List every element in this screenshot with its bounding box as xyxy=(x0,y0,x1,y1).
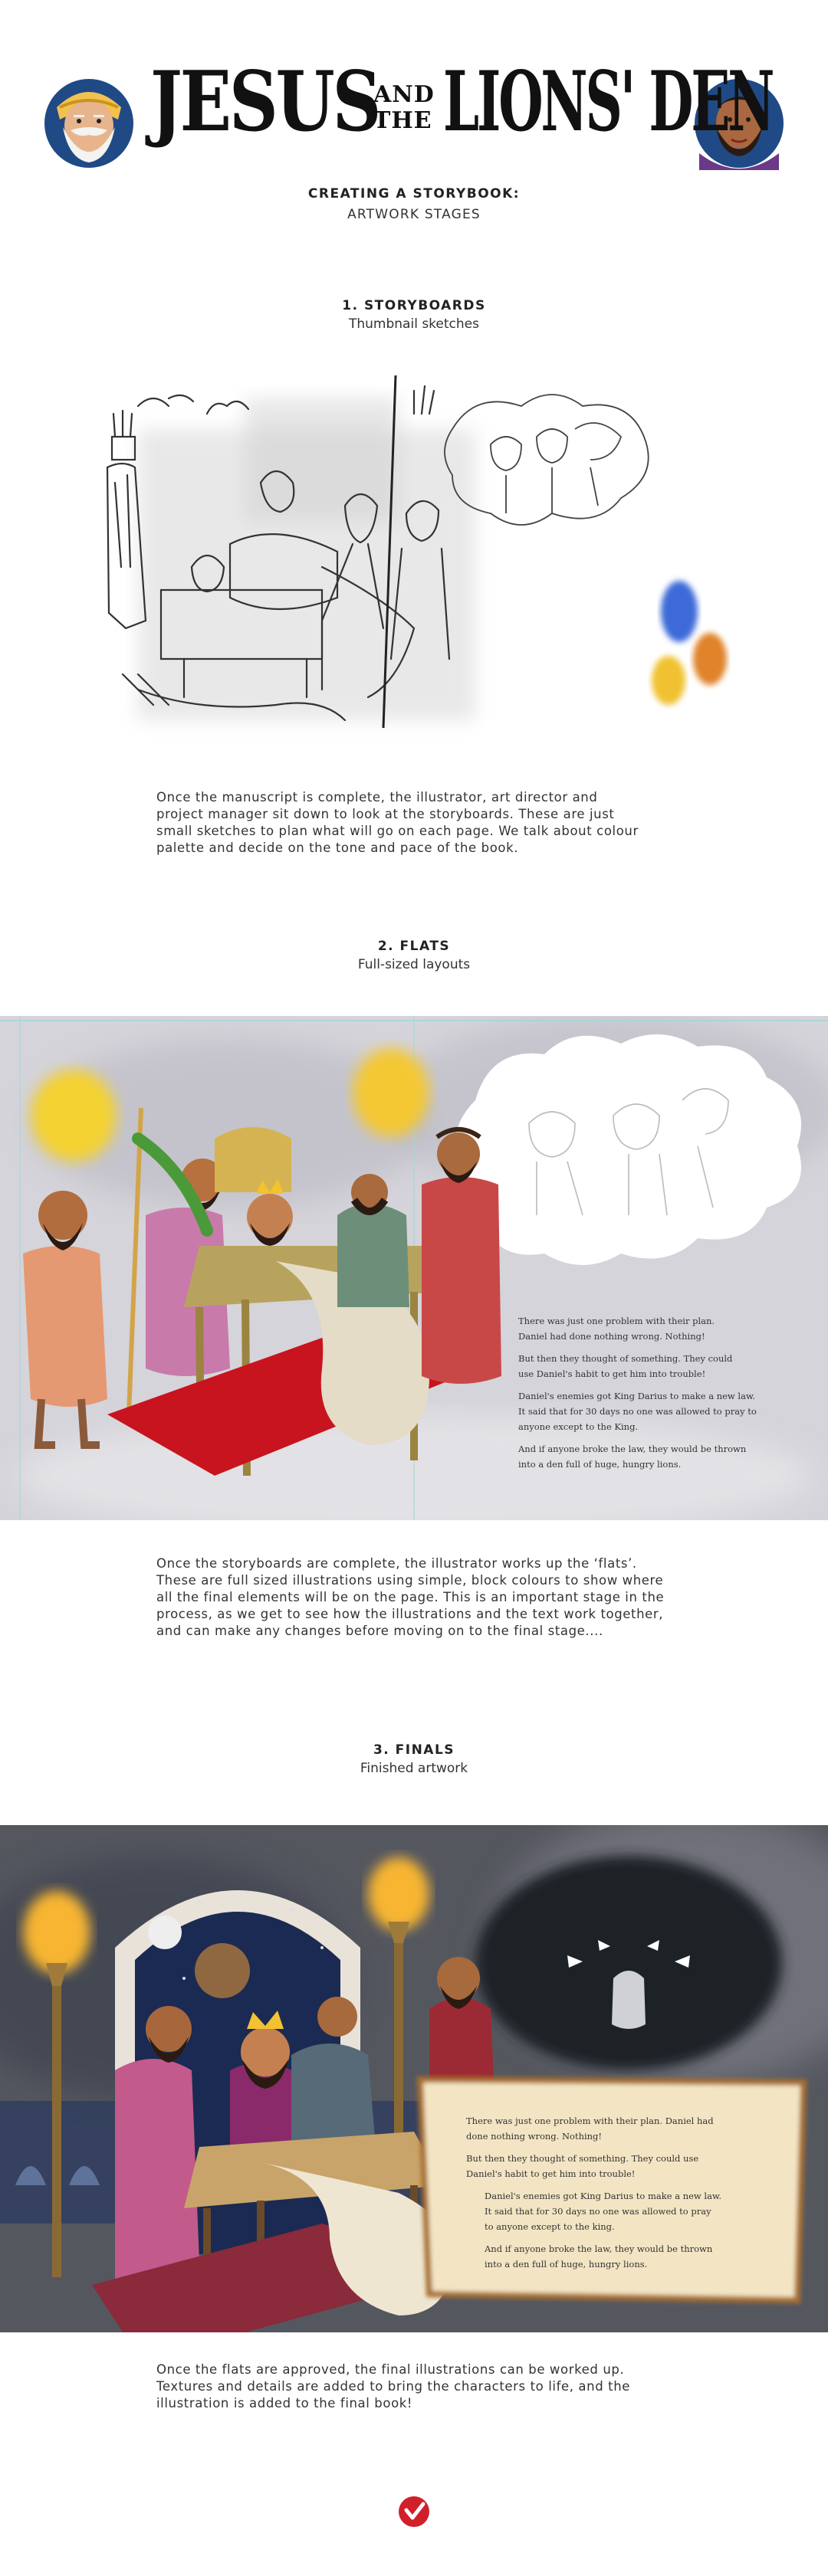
flats-spread-image xyxy=(0,1016,828,1520)
header xyxy=(0,0,828,230)
section-2-title: 2. FLATS xyxy=(377,939,451,954)
section-1-title: 1. STORYBOARDS xyxy=(342,298,486,313)
section-3-title: 3. FINALS xyxy=(373,1742,455,1758)
section-1-body: Once the manuscript is complete, the illustrator, art director and project manager sit down to look at the storyboards. These are just small sketches to plan what will go on each page. We talk about colour palette and decide on the tone and pace of the book. xyxy=(156,790,639,855)
section-2-body: Once the storyboards are complete, the illustrator works up the ‘flats’. These are full sized illustrations using simple, block colours to show where all the final elements will be on the page. This is an important stage in the process, as we get to see how the illustrations and the text work together, and can make any changes before moving on to the final stage.... xyxy=(156,1556,665,1638)
title-word-the: THE xyxy=(373,107,432,134)
title-word-and: AND xyxy=(373,81,435,108)
title-word-jesus: JESUS xyxy=(150,54,380,150)
page-subtitle: CREATING A STORYBOOK: xyxy=(307,186,521,202)
storyboard-sketch-image xyxy=(92,368,736,751)
logo-check-icon[interactable] xyxy=(397,2495,431,2528)
section-3-subtitle: Finished artwork xyxy=(360,1761,468,1776)
page-subtitle-2: ARTWORK STAGES xyxy=(347,207,481,222)
section-1-subtitle: Thumbnail sketches xyxy=(349,316,479,332)
old-man-avatar-icon xyxy=(43,77,135,170)
section-2-subtitle: Full-sized layouts xyxy=(357,957,471,972)
flats-story-text: There was just one problem with their plan. Daniel had done nothing wrong. Nothing! But then they thought of something. They could use Daniel's habit to get him into trouble! Daniel's enemies got King Darius to make a new law. It said that for 30 days no one was allowed to pray to anyone except to the King. And if anyone broke the law, they would be thrown into a den full of huge, hungry lions. xyxy=(518,1316,757,1470)
title-word-lions-den: LIONS' DEN xyxy=(443,54,773,150)
finals-story-text: There was just one problem with their plan. Daniel had done nothing wrong. Nothing! But then they thought of something. They could use Daniel's habit to get him into trouble! Daniel's enemies got King Darius to make a new law. It said that for 30 days no one was allowed to pray to anyone except to the king. And if anyone broke the law, they would be thrown into a den full of huge, hungry lions. xyxy=(466,2116,722,2270)
finals-spread-image xyxy=(0,1825,828,2332)
section-3-body: Once the flats are approved, the final illustrations can be worked up. Textures and details are added to bring the characters to life, and the illustration is added to the final book! xyxy=(156,2362,630,2410)
